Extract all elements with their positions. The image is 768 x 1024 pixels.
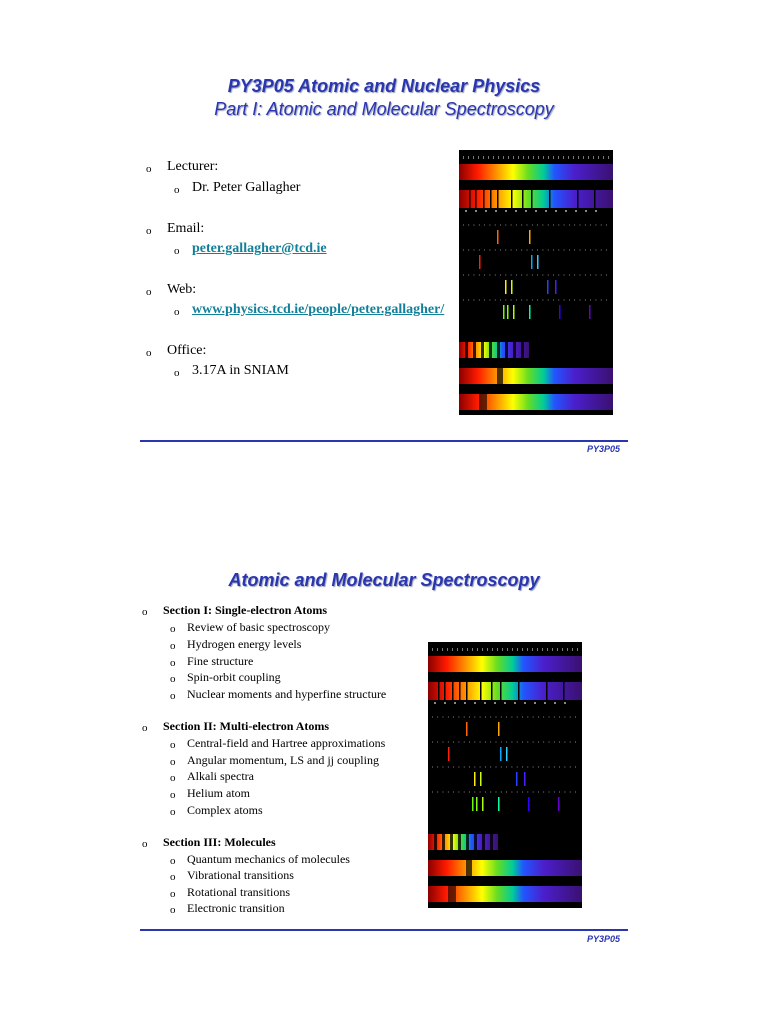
bullet-icon: o bbox=[170, 789, 176, 801]
section-heading: Section III: Molecules bbox=[163, 835, 276, 849]
spectra-image bbox=[428, 642, 582, 908]
footer-label: PY3P05 bbox=[586, 934, 620, 944]
bullet-icon: o bbox=[146, 286, 152, 298]
office-label: Office: bbox=[167, 343, 207, 358]
bullet-icon: o bbox=[142, 838, 148, 850]
bullet-icon: o bbox=[146, 163, 152, 175]
bullet-icon: o bbox=[174, 245, 180, 257]
bullet-icon: o bbox=[170, 806, 176, 818]
spectra-image bbox=[459, 150, 613, 415]
list-item: Nuclear moments and hyperfine structure bbox=[187, 687, 387, 701]
bullet-icon: o bbox=[170, 888, 176, 900]
list-item: Electronic transition bbox=[187, 901, 285, 915]
slide-1 bbox=[0, 0, 768, 470]
bullet-icon: o bbox=[174, 367, 180, 379]
lecturer-label: Lecturer: bbox=[167, 159, 219, 174]
email-label: Email: bbox=[167, 221, 205, 236]
bullet-icon: o bbox=[142, 606, 148, 618]
bullet-icon: o bbox=[174, 184, 180, 196]
lecturer-name: Dr. Peter Gallagher bbox=[192, 180, 301, 195]
bullet-icon: o bbox=[170, 756, 176, 768]
bullet-icon: o bbox=[170, 871, 176, 883]
bullet-icon: o bbox=[170, 855, 176, 867]
list-item: Hydrogen energy levels bbox=[187, 637, 302, 651]
list-item: Fine structure bbox=[187, 654, 254, 668]
bullet-icon: o bbox=[170, 904, 176, 916]
bullet-icon: o bbox=[142, 722, 148, 734]
bullet-icon: o bbox=[170, 690, 176, 702]
list-item: Angular momentum, LS and jj coupling bbox=[187, 753, 379, 767]
list-item: Alkali spectra bbox=[187, 769, 254, 783]
bullet-icon: o bbox=[170, 657, 176, 669]
list-item: Rotational transitions bbox=[187, 885, 290, 899]
footer-rule bbox=[140, 440, 628, 442]
web-link[interactable]: www.physics.tcd.ie/people/peter.gallagher/ bbox=[192, 302, 445, 317]
bullet-icon: o bbox=[146, 347, 152, 359]
bullet-icon: o bbox=[170, 640, 176, 652]
bullet-icon: o bbox=[170, 673, 176, 685]
office-value: 3.17A in SNIAM bbox=[192, 363, 289, 378]
slide-1-subtitle: Part I: Atomic and Molecular Spectroscopy bbox=[214, 99, 554, 119]
section-heading: Section II: Multi-electron Atoms bbox=[163, 719, 330, 733]
bullet-icon: o bbox=[170, 772, 176, 784]
bullet-icon: o bbox=[146, 225, 152, 237]
list-item: Review of basic spectroscopy bbox=[187, 620, 330, 634]
footer-label: PY3P05 bbox=[586, 444, 620, 454]
bullet-icon: o bbox=[170, 739, 176, 751]
list-item: Helium atom bbox=[187, 786, 250, 800]
list-item: Central-field and Hartree approximations bbox=[187, 736, 386, 750]
slide-2-title: Atomic and Molecular Spectroscopy bbox=[228, 570, 540, 590]
list-item: Spin-orbit coupling bbox=[187, 670, 281, 684]
bullet-icon: o bbox=[170, 623, 176, 635]
web-label: Web: bbox=[167, 282, 197, 297]
section-heading: Section I: Single-electron Atoms bbox=[163, 603, 328, 617]
slide-1-title: PY3P05 Atomic and Nuclear Physics bbox=[227, 76, 541, 96]
list-item: Vibrational transitions bbox=[187, 868, 294, 882]
bullet-icon: o bbox=[174, 306, 180, 318]
list-item: Quantum mechanics of molecules bbox=[187, 852, 350, 866]
footer-rule bbox=[140, 929, 628, 931]
list-item: Complex atoms bbox=[187, 803, 263, 817]
email-link[interactable]: peter.gallagher@tcd.ie bbox=[192, 241, 327, 256]
